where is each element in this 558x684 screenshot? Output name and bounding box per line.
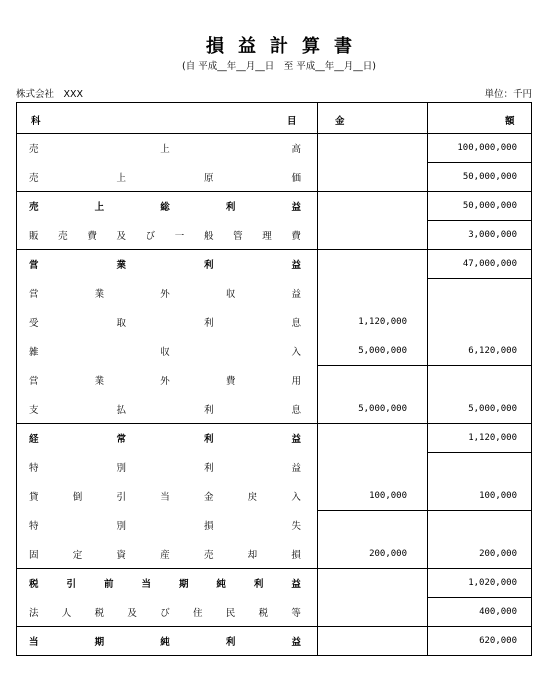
row-amount-inner: 5,000,000 bbox=[358, 345, 407, 356]
period-line: (自 平成__年__月__日 至 平成__年__月__日) bbox=[182, 61, 376, 72]
row-label: 受 取 利 息 bbox=[29, 317, 301, 329]
table-row bbox=[17, 336, 531, 365]
row-amount-outer: 47,000,000 bbox=[462, 258, 517, 269]
row-amount-outer: 3,000,000 bbox=[468, 229, 517, 240]
row-amount-inner bbox=[317, 133, 407, 162]
row-label: 特 別 利 益 bbox=[29, 462, 301, 474]
table-row bbox=[17, 423, 531, 452]
row-amount-inner bbox=[317, 452, 407, 481]
row-amount-outer: 5,000,000 bbox=[468, 403, 517, 414]
row-label: 営 業 外 費 用 bbox=[29, 375, 301, 387]
row-amount-inner bbox=[317, 278, 407, 307]
row-amount-inner bbox=[317, 365, 407, 394]
header-subject-left: 科 bbox=[31, 116, 41, 127]
row-amount-inner bbox=[317, 510, 407, 539]
row-amount-inner bbox=[317, 191, 407, 220]
header-subject-right: 目 bbox=[287, 116, 297, 127]
table-row bbox=[17, 249, 531, 278]
company-name: 株式会社 XXX bbox=[16, 89, 84, 100]
summary-divider bbox=[17, 191, 531, 192]
amount-rule bbox=[317, 510, 427, 511]
summary-divider bbox=[17, 423, 531, 424]
amount-rule bbox=[427, 162, 531, 163]
row-label: 当 期 純 利 益 bbox=[29, 636, 301, 648]
row-label: 特 別 損 失 bbox=[29, 520, 301, 532]
row-label: 税 引 前 当 期 純 利 益 bbox=[29, 578, 301, 590]
row-amount-inner bbox=[317, 162, 407, 191]
row-amount-inner bbox=[317, 249, 407, 278]
table-row bbox=[17, 481, 531, 510]
row-amount-outer: 200,000 bbox=[479, 548, 517, 559]
document-title: 損益計算書 bbox=[206, 36, 366, 57]
row-amount-outer bbox=[427, 307, 517, 336]
row-amount-outer: 400,000 bbox=[479, 606, 517, 617]
summary-divider bbox=[17, 568, 531, 569]
row-amount-inner: 100,000 bbox=[369, 490, 407, 501]
row-amount-outer: 6,120,000 bbox=[468, 345, 517, 356]
row-amount-inner bbox=[317, 626, 407, 655]
row-label: 雑 収 入 bbox=[29, 346, 301, 358]
row-amount-outer: 1,120,000 bbox=[468, 432, 517, 443]
table-row bbox=[17, 307, 531, 336]
row-amount-outer: 100,000,000 bbox=[457, 142, 517, 153]
row-amount-inner: 1,120,000 bbox=[358, 316, 407, 327]
row-label: 売 上 高 bbox=[29, 143, 301, 155]
row-amount-outer: 100,000 bbox=[479, 490, 517, 501]
row-amount-inner: 200,000 bbox=[369, 548, 407, 559]
table-row bbox=[17, 220, 531, 249]
row-amount-inner bbox=[317, 423, 407, 452]
row-amount-inner: 5,000,000 bbox=[358, 403, 407, 414]
table-row bbox=[17, 278, 531, 307]
table-row bbox=[17, 597, 531, 626]
summary-divider bbox=[17, 249, 531, 250]
row-amount-inner bbox=[317, 220, 407, 249]
amount-rule bbox=[427, 452, 531, 453]
table-row bbox=[17, 394, 531, 423]
header-amount-left: 金 bbox=[335, 116, 345, 127]
row-label: 固 定 資 産 売 却 損 bbox=[29, 549, 301, 561]
table-row bbox=[17, 133, 531, 162]
row-label: 経 常 利 益 bbox=[29, 433, 301, 445]
table-header bbox=[17, 103, 531, 133]
amount-rule bbox=[427, 365, 531, 366]
row-label: 売 上 原 価 bbox=[29, 172, 301, 184]
table-row bbox=[17, 626, 531, 655]
table-row bbox=[17, 510, 531, 539]
row-amount-outer bbox=[427, 452, 517, 481]
row-amount-outer bbox=[427, 278, 517, 307]
row-label: 貸 倒 引 当 金 戻 入 bbox=[29, 491, 301, 503]
row-label: 営 業 利 益 bbox=[29, 259, 301, 271]
amount-rule bbox=[317, 365, 427, 366]
amount-rule bbox=[427, 655, 531, 656]
summary-divider bbox=[17, 626, 531, 627]
unit-label: 単位：千円 bbox=[484, 89, 532, 100]
row-amount-outer: 620,000 bbox=[479, 635, 517, 646]
row-amount-outer: 50,000,000 bbox=[462, 171, 517, 182]
row-label: 営 業 外 収 益 bbox=[29, 288, 301, 300]
table-row bbox=[17, 365, 531, 394]
row-amount-outer bbox=[427, 510, 517, 539]
table-row bbox=[17, 452, 531, 481]
header-amount-right: 額 bbox=[505, 116, 515, 127]
row-amount-inner bbox=[317, 597, 407, 626]
amount-rule bbox=[427, 510, 531, 511]
row-label: 支 払 利 息 bbox=[29, 404, 301, 416]
row-amount-outer bbox=[427, 365, 517, 394]
amount-rule bbox=[427, 597, 531, 598]
table-row bbox=[17, 568, 531, 597]
table-row bbox=[17, 539, 531, 568]
table-row bbox=[17, 162, 531, 191]
table-row bbox=[17, 191, 531, 220]
amount-rule bbox=[427, 278, 531, 279]
amount-rule bbox=[427, 220, 531, 221]
row-amount-outer: 1,020,000 bbox=[468, 577, 517, 588]
row-amount-inner bbox=[317, 568, 407, 597]
row-label: 法 人 税 及 び 住 民 税 等 bbox=[29, 607, 301, 619]
row-label: 販 売 費 及 び 一 般 管 理 費 bbox=[29, 230, 301, 242]
income-statement-table bbox=[16, 102, 532, 656]
row-amount-outer: 50,000,000 bbox=[462, 200, 517, 211]
row-label: 売 上 総 利 益 bbox=[29, 201, 301, 213]
